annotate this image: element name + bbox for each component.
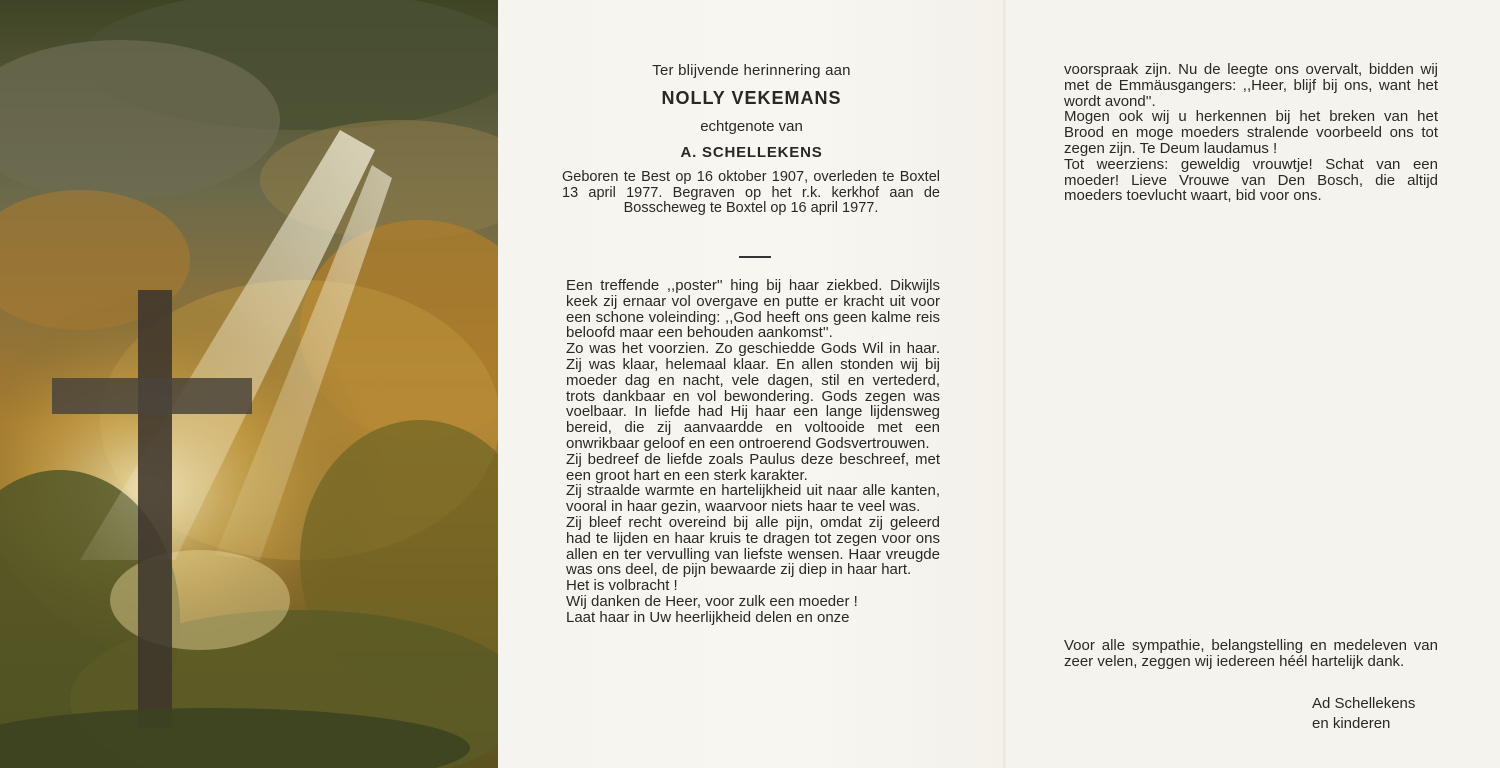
paragraph: Zij bedreef de liefde zoals Paulus deze beschreef, met een groot hart en een sterk karakter.	[566, 450, 940, 484]
memorial-text	[566, 278, 940, 626]
paragraph: voorspraak zijn. Nu de leegte ons overvalt, bidden wij met de Emmäusgangers: ,,Heer, blijf bij ons, want het wordt avond''.	[1064, 61, 1438, 110]
intro-line: Ter blijvende herinnering aan	[652, 62, 851, 79]
paragraph: Zo was het voorzien. Zo geschiedde Gods Wil in haar. Zij was klaar, helemaal klaar. En allen stonden wij bij moeder dag en nacht, vele dagen, stil en vertederd, trots dankbaar en vol bewondering. Gods zegen was voelbaar. In liefde had Hij haar een lange lijdensweg bereid, die zij aanvaardde en voltooide met een onwrikbaar geloof en een ontroerend Godsvertrouwen.	[566, 340, 940, 452]
middle-panel	[498, 0, 1005, 768]
relation-line: echtgenote van	[700, 118, 803, 135]
right-panel	[1006, 0, 1500, 768]
paragraph: Zij bleef recht overeind bij alle pijn, omdat zij geleerd had te lijden en haar kruis te dragen tot zegen voor ons allen en ter vervulling van liefste wensen. Haar vreugde was ons deel, de pijn bewaarde zij diep in haar hart.	[566, 513, 940, 579]
paragraph: Het is volbracht !	[566, 577, 678, 595]
signature	[1312, 694, 1415, 734]
spouse-name: A. SCHELLEKENS	[680, 144, 823, 161]
thanks-text	[1064, 638, 1438, 670]
paragraph: Een treffende ,,poster'' hing bij haar ziekbed. Dikwijls keek zij ernaar vol overgave en putte er kracht uit voor een schone voleinding: ,,God heeft ons geen kalme reis beloofd maar een behouden aankomst''.	[566, 277, 940, 342]
cover-painting	[0, 0, 498, 768]
continuation-text	[1064, 62, 1438, 204]
cross-painting-illustration	[0, 0, 498, 768]
divider	[739, 256, 771, 258]
birth-death-dates: Geboren te Best op 16 oktober 1907, overleden te Boxtel 13 april 1977. Begraven op het r.k. kerkhof aan de Bosscheweg te Boxtel op 16 april 1977.	[562, 169, 940, 216]
paragraph: Wij danken de Heer, voor zulk een moeder !	[566, 592, 858, 610]
paragraph: Mogen ook wij u herkennen bij het breken van het Brood en moge moeders stralende voorbeeld ons tot zegen zijn. Te Deum laudamus !	[1064, 108, 1438, 157]
signature-name: Ad Schellekens	[1312, 695, 1416, 712]
signature-family: en kinderen	[1312, 715, 1391, 732]
deceased-name: NOLLY VEKEMANS	[661, 88, 842, 108]
paragraph: Zij straalde warmte en hartelijkheid uit naar alle kanten, vooral in haar gezin, waarvoor niets haar te veel was.	[566, 482, 940, 516]
paragraph: Tot weerziens: geweldig vrouwtje! Schat van een moeder! Lieve Vrouwe van Den Bosch, die altijd moeders toevlucht waart, bid voor ons.	[1064, 155, 1438, 205]
paragraph: Laat haar in Uw heerlijkheid delen en onze	[566, 608, 850, 626]
thanks-paragraph: Voor alle sympathie, belangstelling en medeleven van zeer velen, zeggen wij iedereen héél hartelijk dank.	[1064, 637, 1438, 670]
